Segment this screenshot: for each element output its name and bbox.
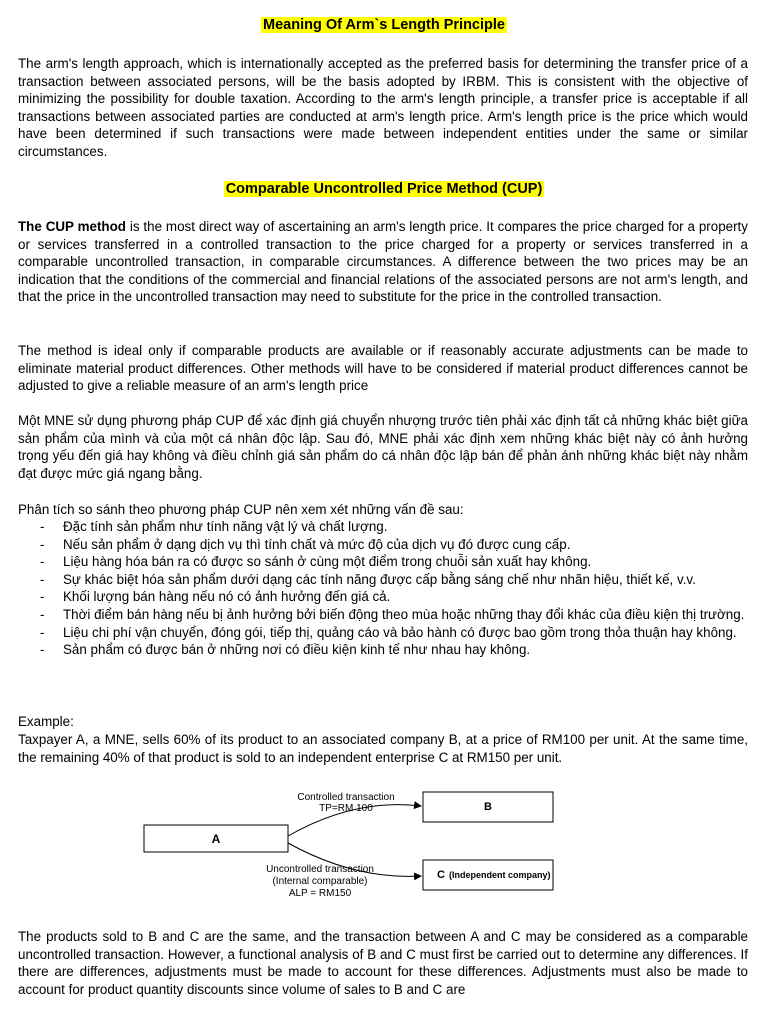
box-c-label: [437, 869, 550, 881]
list-item-text: Sự khác biệt hóa sản phẩm dưới dạng các tính năng được cấp bằng sáng chế như nhãn hiệu, thiết kế, v.v.: [63, 571, 696, 587]
dash-bullet: -: [40, 624, 45, 640]
cup-definition-text: is the most direct way of ascertaining an arm's length price. It compares the price charged for a property or services transferred in a controlled transaction to the price charged for a property or services transferred in a comparable uncontrolled transaction, in comparable circumstances. A difference between the two prices may be an indication that the conditions of the commercial and financial relations of the associated persons are not arm's length, and that the price in the uncontrolled transaction may need to substitute for the price in the controlled transaction.: [18, 219, 748, 305]
dash-bullet: -: [40, 536, 45, 552]
cup-definition-paragraph: [18, 218, 748, 306]
list-item: [18, 624, 748, 642]
list-item-text: Liệu hàng hóa bán ra có được so sánh ở cùng một điểm trong chuỗi sản xuất hay không.: [63, 554, 592, 570]
example-paragraph: Taxpayer A, a MNE, sells 60% of its product to an associated company B, at a price of RM100 per unit. At the same time, the remaining 40% of that product is sold to an independent enterprise C at RM150 per unit.: [18, 732, 748, 765]
heading-highlight: Comparable Uncontrolled Price Method (CUP): [225, 181, 543, 197]
controlled-label-line1: Controlled transaction: [297, 792, 395, 803]
uncontrolled-label-line2: (Internal comparable): [272, 876, 368, 887]
list-item: [18, 588, 748, 606]
comparison-factor-list: [18, 518, 748, 659]
section-heading-cup: [0, 180, 768, 198]
uncontrolled-label-line3: ALP = RM150: [288, 888, 352, 899]
box-b-label: B: [484, 801, 492, 813]
list-item: [18, 518, 748, 536]
list-item-text: Nếu sản phẩm ở dạng dịch vụ thì tính chất và mức độ của dịch vụ đó được cung cấp.: [63, 536, 571, 552]
vietnamese-paragraph: Một MNE sử dụng phương pháp CUP để xác định giá chuyển nhượng trước tiên phải xác định tất cả những khác biệt giữa sản phẩm của mình và của một cá nhân độc lập. Sau đó, MNE phải xác định xem những khác biệt này có ảnh hưởng trọng yếu đến giá hay không và điều chỉnh giá sản phẩm do cá nhân độc lập bán để phản ánh những khác biệt này nhằm đạt được mức giá ngang bằng.: [18, 413, 748, 481]
list-item: [18, 606, 748, 624]
section-heading-arms-length: [0, 16, 768, 34]
list-item: [18, 536, 748, 554]
list-item: [18, 553, 748, 571]
list-item: [18, 641, 748, 659]
dash-bullet: -: [40, 642, 45, 658]
box-a-label: A: [211, 832, 221, 846]
list-item-text: Liệu chi phí vận chuyển, đóng gói, tiếp thị, quảng cáo và bảo hành có được bao gồm trong thỏa thuận hay không.: [63, 624, 737, 640]
heading-highlight: Meaning Of Arm`s Length Principle: [263, 17, 505, 33]
list-item-text: Khối lượng bán hàng nếu nó có ảnh hưởng đến giá cả.: [63, 589, 391, 605]
dash-bullet: -: [40, 571, 45, 587]
list-item-text: Thời điểm bán hàng nếu bị ảnh hưởng bởi biến động theo mùa hoặc những thay đổi khác của điều kiện thị trường.: [63, 606, 745, 622]
transaction-diagram: [0, 780, 768, 905]
dash-bullet: -: [40, 589, 45, 605]
dash-bullet: -: [40, 519, 45, 534]
comparison-intro: Phân tích so sánh theo phương pháp CUP nên xem xét những vấn đề sau:: [18, 502, 464, 517]
cup-term: The CUP method: [18, 219, 126, 234]
controlled-label-line2: TP=RM 100: [319, 803, 373, 814]
cup-ideal-paragraph: The method is ideal only if comparable products are available or if reasonably accurate adjustments can be made to eliminate material product differences. Other methods will have to be considered if material product differences cannot be adjusted to give a reliable measure of an arm's length price: [18, 343, 748, 394]
dash-bullet: -: [40, 606, 45, 622]
example-label: Example:: [18, 714, 74, 729]
box-c-note: (Independent company): [448, 870, 551, 880]
arms-length-paragraph: The arm's length approach, which is internationally accepted as the preferred basis for determining the transfer price of a transaction between associated persons, will be the basis adopted by IRBM. This is consistent with the objective of minimizing the possibility for double taxation. According to the arm's length principle, a transfer price is acceptable if all transactions between associated parties are conducted at arm's length price. Arm's length price is the price which would have been determined if such transactions were made between independent entities under the same or similar circumstances.: [18, 56, 748, 159]
uncontrolled-label-line1: Uncontrolled transaction: [266, 864, 374, 875]
dash-bullet: -: [40, 554, 45, 570]
list-item: [18, 571, 748, 589]
list-item-text: Đặc tính sản phẩm như tính năng vật lý và chất lượng.: [63, 519, 388, 534]
list-item-text: Sản phẩm có được bán ở những nơi có điều kiện kinh tế như nhau hay không.: [63, 642, 531, 658]
box-c-letter: C: [437, 869, 445, 881]
analysis-paragraph: The products sold to B and C are the same, and the transaction between A and C may be considered as a comparable uncontrolled transaction. However, a functional analysis of B and C must first be carried out to determine any differences. If there are differences, adjustments must be made to account for these differences. Adjustments must also be made to account for product quantity discounts since volume of sales to B and C are: [18, 929, 748, 997]
